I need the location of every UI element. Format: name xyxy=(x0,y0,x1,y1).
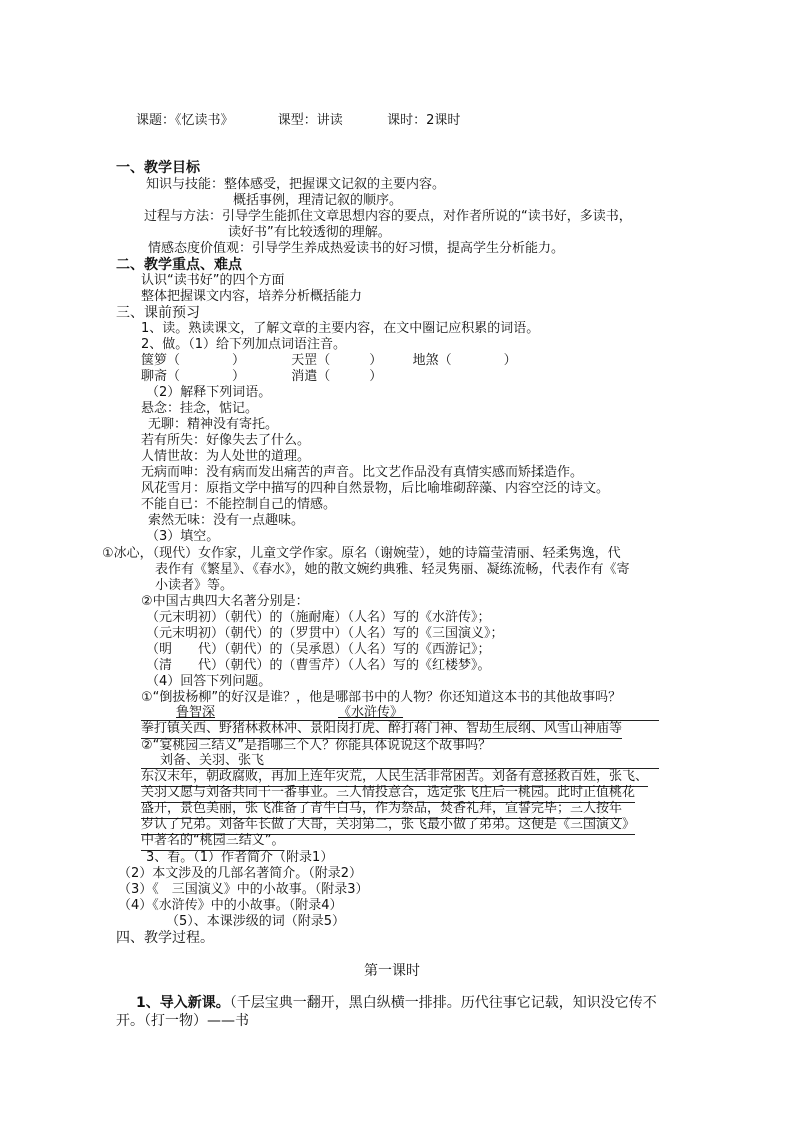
q2-answer-line: 中著名的“桃园三结义”。 xyxy=(141,833,284,851)
bingxin-line: 小读者》等。 xyxy=(155,578,234,593)
pinyin-row-1 xyxy=(141,353,517,369)
bingxin-line: 表作有《繁星》、《春水》，她的散文婉约典雅、轻灵隽丽、凝练流畅，代表作有《寄 xyxy=(155,562,630,577)
classic-line: （元末明初）（朝代）的（罗贯中）（人名）写的《三国演义》； xyxy=(146,626,504,641)
intro-label: 1、导入新课。 xyxy=(136,995,230,1011)
process-heading: 四、教学过程。 xyxy=(116,930,214,946)
key-points-heading: 二、教学重点、难点 xyxy=(116,257,242,273)
word-definition: 若有所失：好像失去了什么。 xyxy=(141,433,311,448)
q2-answer-line: 盛开，景色美丽，张飞准备了青牛白马，作为祭品，焚香礼拜，宣誓完毕；三人按年 xyxy=(141,801,622,819)
answer-heading: （4）回答下列问题。 xyxy=(146,674,272,689)
classic-line: （元末明初）（朝代）的（施耐庵）（人名）写的《水浒传》； xyxy=(146,610,491,625)
course-title: 课题：《忆读书》 xyxy=(136,113,234,128)
preview-read: 1、读。熟读课文，了解文章的主要内容，在文中圈记应积累的词语。 xyxy=(141,321,540,336)
q2-answer-line: 岁认了兄弟。刘备年长做了大哥，关羽第二，张飞最小做了弟弟。这便是《三国演义》 xyxy=(141,817,635,835)
word-definition: 索然无味：没有一点趣味。 xyxy=(148,513,305,528)
word-definition: 不能自已：不能控制自己的情感。 xyxy=(141,497,337,512)
intro-text: （千层宝典一翻开，黑白纵横一排排。历代往事它记载，知识没它传不 xyxy=(229,995,657,1011)
header-line xyxy=(136,113,460,129)
appendix-line: （4）《水浒传》中的小故事。（附录4） xyxy=(118,898,343,913)
q1-name: 鲁智深 xyxy=(176,705,216,720)
look-line: 3、看。（1）作者简介（附录1） xyxy=(146,850,334,865)
q1-answer: 拳打镇关西、野猪林救林冲、景阳岗打虎、醉打蒋门神、智劫生辰纲、风雪山神庙等 xyxy=(141,721,622,739)
pinyin-row-2 xyxy=(141,369,382,385)
q2-answer-names xyxy=(160,753,659,769)
q1-book: 《水浒传》 xyxy=(338,705,404,720)
preview-heading: 三、课前预习 xyxy=(116,305,200,321)
objective-line: 概括事例，理清记叙的顺序。 xyxy=(233,193,403,208)
question-1: ①“倒拔杨柳”的好汉是谁？，他是哪部书中的人物？你还知道这本书的其他故事吗？ xyxy=(141,690,622,705)
explain-heading: （2）解释下列词语。 xyxy=(146,385,272,400)
key-point-line: 整体把握课文内容，培养分析概括能力 xyxy=(141,289,363,304)
objective-line: 情感态度价值观：引导学生养成热爱读书的好习惯，提高学生分析能力。 xyxy=(148,241,565,256)
intro-line xyxy=(136,995,657,1011)
word-definition: 人情世故：为人处世的道理。 xyxy=(141,449,311,464)
word-definition: 风花雪月：原指文学中描写的四种自然景物，后比喻堆砌辞藻、内容空泛的诗文。 xyxy=(141,481,610,496)
word-definition: 无病而呻：没有病而发出痛苦的声音。比文艺作品没有真情实感而矫揉造作。 xyxy=(141,465,584,480)
pinyin-item: 聊斋（ ） xyxy=(141,369,246,384)
classic-line: （清 代）（朝代）的（曹雪芹）（人名）写的《红楼梦》。 xyxy=(146,658,491,673)
preview-do: 2、做。（1）给下列加点词语注音。 xyxy=(141,337,347,352)
pinyin-item: 天罡（ ） xyxy=(291,353,383,368)
word-definition: 悬念：挂念，惦记。 xyxy=(141,401,259,416)
course-type: 课型：讲读 xyxy=(277,113,343,128)
fill-heading: （3）填空。 xyxy=(146,529,220,544)
pinyin-item: 箧箩（ ） xyxy=(141,353,246,368)
objective-line: 知识与技能：整体感受，把握课文记叙的主要内容。 xyxy=(146,177,446,192)
q2-answer-line: 关羽又愿与刘备共同干一番事业。三人情投意合，选定张飞庄后一桃园。此时正值桃花 xyxy=(141,785,635,803)
question-2: ②“宴桃园三结义”是指哪三个人？你能具体说说这个故事吗？ xyxy=(141,738,492,753)
word-definition: 无聊：精神没有寄托。 xyxy=(148,417,279,432)
intro-line-2: 开。（打一物）——书 xyxy=(116,1013,249,1029)
lesson-title: 第一课时 xyxy=(364,963,420,979)
pinyin-item: 消遣（ ） xyxy=(291,369,383,384)
classics-intro: ②中国古典四大名著分别是： xyxy=(141,594,309,609)
objectives-heading: 一、教学目标 xyxy=(116,160,200,176)
objective-line: 过程与方法：引导学生能抓住文章思想内容的要点，对作者所说的“读书好，多读书， xyxy=(144,209,632,224)
appendix-line: （3）《 三国演义》中的小故事。（附录3） xyxy=(118,882,369,897)
q2-names: 刘备、关羽、张飞 xyxy=(160,753,265,768)
course-hours: 课时：2课时 xyxy=(387,113,461,128)
bingxin-line: ①冰心，（现代）女作家，儿童文学作家。原名（谢婉莹），她的诗篇莹清丽、轻柔隽逸，代 xyxy=(102,546,621,561)
key-point-line: 认识“读书好”的四个方面 xyxy=(141,273,285,288)
appendix-line: （5）、本课涉级的词（附录5） xyxy=(166,914,346,929)
classic-line: （明 代）（朝代）的（吴承恩）（人名）写的《西游记》； xyxy=(146,642,491,657)
appendix-line: （2）本文涉及的几部名著简介。（附录2） xyxy=(118,866,363,881)
pinyin-item: 地煞（ ） xyxy=(412,353,517,368)
objective-line: 读好书”有比较透彻的理解。 xyxy=(228,225,391,240)
q2-answer-line: 东汉末年，朝政腐败，再加上连年灾荒，人民生活非常困苦。刘备有意拯救百姓，张飞、 xyxy=(141,769,648,787)
